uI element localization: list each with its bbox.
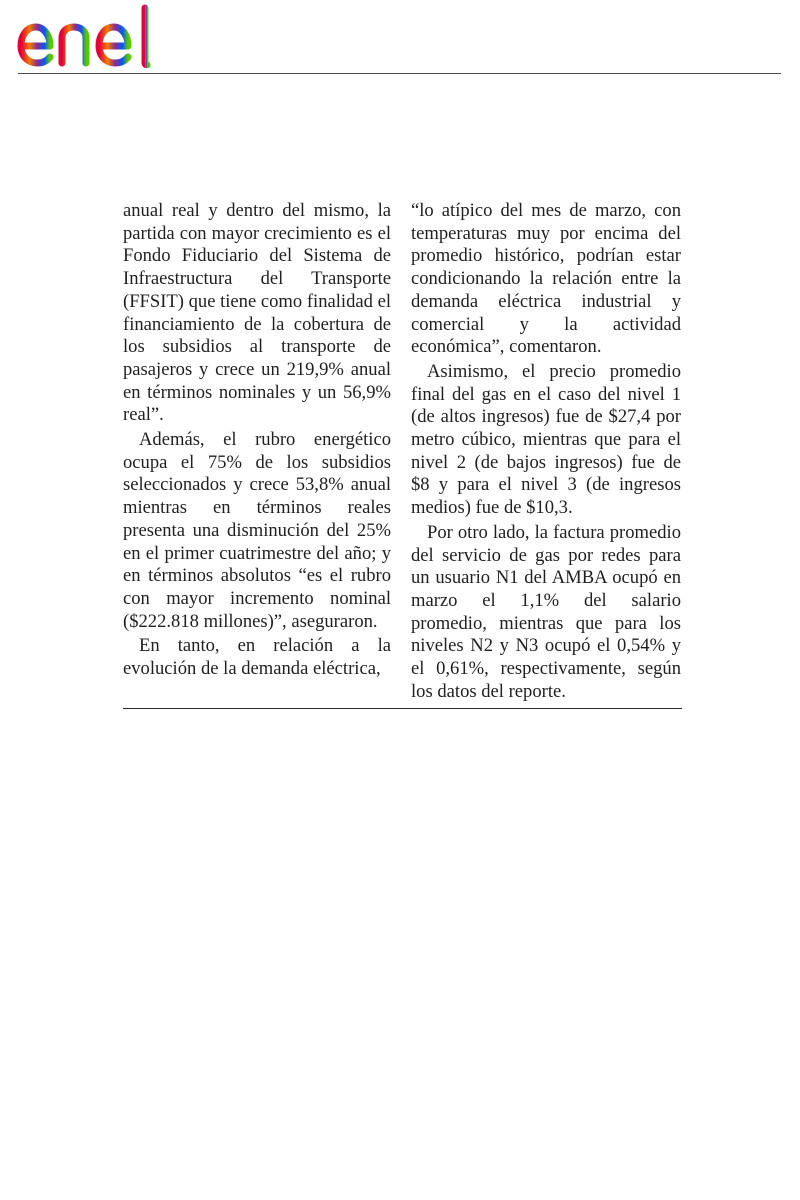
news-article — [123, 200, 682, 710]
header-divider — [18, 73, 781, 74]
paragraph: “lo atípico del mes de marzo, con temperaturas muy por encima del promedio histórico, podrían estar condicionando la relación entre la demanda eléctrica industrial y comercial y la actividad económica”, comentaron. — [411, 200, 681, 358]
paragraph: En tanto, en relación a la evolución de la demanda eléctrica, — [123, 635, 391, 680]
paragraph: Por otro lado, la factura promedio del servicio de gas por redes para un usuario N1 del AMBA ocupó en marzo el 1,1% del salario promedio, mientras que para los niveles N2 y N3 ocupó el 0,54% y el 0,61%, respectivamente, según los datos del reporte. — [411, 521, 681, 702]
paragraph: anual real y dentro del mismo, la partida con mayor crecimiento es el Fondo Fiduciario del Sistema de Infraestructura del Transporte (FFSIT) que tiene como finalidad el financiamiento de la cobertura de los subsidios al transporte de pasajeros y crece un 219,9% anual en términos nominales y un 56,9% real”. — [123, 200, 391, 426]
page-header — [0, 0, 800, 80]
article-column-right — [411, 200, 681, 703]
paragraph: Además, el rubro energético ocupa el 75% de los subsidios seleccionados y crece 53,8% anual mientras en términos reales presenta una disminución del 25% en el primer cuatrimestre del año; y en términos absolutos “es el rubro con mayor incremento nominal ($222.818 millones)”, aseguraron. — [123, 429, 391, 632]
article-column-left — [123, 200, 391, 681]
paragraph: Asimismo, el precio promedio final del gas en el caso del nivel 1 (de altos ingresos) fue de $27,4 por metro cúbico, mientras que para el nivel 2 (de bajos ingresos) fue de $8 y para el nivel 3 (de ingresos medios) fue de $10,3. — [411, 360, 681, 519]
enel-logo — [16, 4, 182, 68]
article-bottom-divider — [123, 708, 682, 709]
